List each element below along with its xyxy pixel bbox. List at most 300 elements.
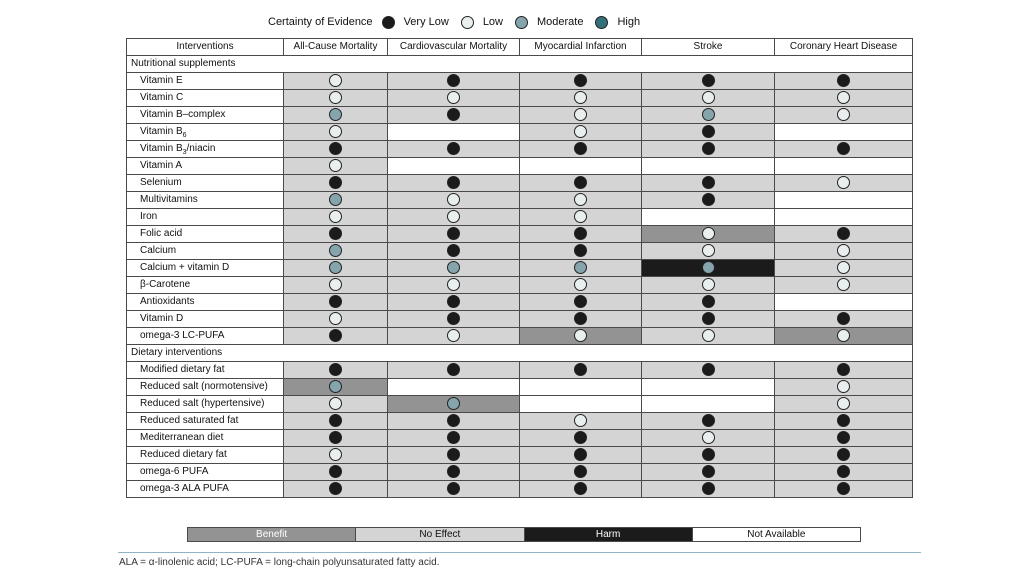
evidence-cell bbox=[520, 447, 642, 464]
certainty-dot bbox=[447, 193, 460, 206]
section-row bbox=[127, 56, 913, 73]
evidence-cell bbox=[284, 277, 388, 294]
evidence-cell bbox=[284, 158, 388, 175]
certainty-dot bbox=[574, 431, 587, 444]
certainty-dot bbox=[574, 295, 587, 308]
evidence-cell bbox=[520, 107, 642, 124]
certainty-dot bbox=[329, 380, 342, 393]
certainty-dot bbox=[702, 261, 715, 274]
intervention-name: omega-3 ALA PUFA bbox=[140, 483, 229, 494]
intervention-name: omega-3 LC-PUFA bbox=[140, 330, 225, 341]
certainty-dot bbox=[574, 363, 587, 376]
evidence-cell bbox=[520, 277, 642, 294]
certainty-dot bbox=[837, 261, 850, 274]
table-row bbox=[127, 328, 913, 345]
evidence-cell bbox=[775, 379, 913, 396]
intervention-label bbox=[127, 175, 284, 192]
certainty-dot bbox=[837, 227, 850, 240]
certainty-dot bbox=[447, 329, 460, 342]
effect-legend-no-effect: No Effect bbox=[356, 528, 524, 541]
certainty-dot bbox=[447, 210, 460, 223]
evidence-cell bbox=[388, 175, 520, 192]
intervention-name: Reduced saturated fat bbox=[140, 415, 239, 426]
evidence-cell bbox=[775, 90, 913, 107]
certainty-legend-label: Moderate bbox=[537, 16, 584, 28]
certainty-dot bbox=[329, 448, 342, 461]
table-row bbox=[127, 260, 913, 277]
evidence-cell bbox=[642, 107, 775, 124]
evidence-cell bbox=[284, 311, 388, 328]
certainty-dot bbox=[702, 244, 715, 257]
intervention-label bbox=[127, 311, 284, 328]
evidence-cell bbox=[775, 447, 913, 464]
certainty-dot bbox=[574, 74, 587, 87]
section-row bbox=[127, 345, 913, 362]
evidence-cell bbox=[520, 379, 642, 396]
certainty-dot bbox=[329, 431, 342, 444]
evidence-cell bbox=[775, 311, 913, 328]
evidence-cell bbox=[642, 294, 775, 311]
evidence-cell bbox=[775, 226, 913, 243]
certainty-dot bbox=[329, 465, 342, 478]
certainty-dot bbox=[329, 108, 342, 121]
certainty-dot bbox=[837, 380, 850, 393]
certainty-dot bbox=[447, 244, 460, 257]
evidence-cell bbox=[388, 107, 520, 124]
evidence-cell bbox=[775, 209, 913, 226]
evidence-cell bbox=[284, 413, 388, 430]
intervention-label bbox=[127, 107, 284, 124]
evidence-cell bbox=[520, 413, 642, 430]
evidence-cell bbox=[775, 277, 913, 294]
certainty-dot bbox=[329, 482, 342, 495]
certainty-dot bbox=[447, 397, 460, 410]
certainty-dot bbox=[702, 465, 715, 478]
effect-legend bbox=[187, 527, 861, 542]
certainty-dot bbox=[447, 448, 460, 461]
evidence-cell bbox=[642, 311, 775, 328]
evidence-cell bbox=[284, 481, 388, 498]
table-row bbox=[127, 481, 913, 498]
certainty-dot bbox=[574, 142, 587, 155]
evidence-cell bbox=[284, 362, 388, 379]
certainty-dot bbox=[837, 244, 850, 257]
certainty-dot bbox=[574, 210, 587, 223]
intervention-label bbox=[127, 328, 284, 345]
intervention-name: Vitamin B bbox=[140, 126, 183, 137]
evidence-cell bbox=[642, 192, 775, 209]
certainty-dot bbox=[837, 329, 850, 342]
certainty-dot bbox=[447, 142, 460, 155]
evidence-cell bbox=[520, 260, 642, 277]
evidence-cell bbox=[775, 481, 913, 498]
effect-legend-not-available: Not Available bbox=[693, 528, 860, 541]
evidence-cell bbox=[284, 124, 388, 141]
evidence-cell bbox=[775, 362, 913, 379]
certainty-dot bbox=[702, 414, 715, 427]
evidence-cell bbox=[642, 90, 775, 107]
evidence-cell bbox=[520, 73, 642, 90]
certainty-dot bbox=[837, 431, 850, 444]
certainty-low-dot bbox=[461, 16, 474, 29]
evidence-cell bbox=[388, 192, 520, 209]
certainty-dot bbox=[447, 465, 460, 478]
intervention-label bbox=[127, 294, 284, 311]
evidence-cell bbox=[520, 311, 642, 328]
evidence-cell bbox=[388, 209, 520, 226]
evidence-cell bbox=[520, 328, 642, 345]
certainty-dot bbox=[702, 278, 715, 291]
certainty-dot bbox=[329, 329, 342, 342]
table-header-row bbox=[127, 39, 913, 56]
evidence-cell bbox=[388, 413, 520, 430]
certainty-dot bbox=[702, 227, 715, 240]
intervention-suffix: /niacin bbox=[186, 143, 216, 154]
intervention-label bbox=[127, 73, 284, 90]
certainty-dot bbox=[702, 125, 715, 138]
certainty-dot bbox=[447, 312, 460, 325]
evidence-cell bbox=[642, 141, 775, 158]
evidence-cell bbox=[284, 379, 388, 396]
certainty-dot bbox=[447, 431, 460, 444]
certainty-dot bbox=[837, 91, 850, 104]
table-row bbox=[127, 107, 913, 124]
evidence-cell bbox=[642, 430, 775, 447]
certainty-dot bbox=[837, 397, 850, 410]
certainty-dot bbox=[329, 261, 342, 274]
evidence-cell bbox=[284, 447, 388, 464]
evidence-cell bbox=[520, 141, 642, 158]
evidence-cell bbox=[284, 107, 388, 124]
certainty-dot bbox=[574, 414, 587, 427]
certainty-dot bbox=[837, 278, 850, 291]
evidence-cell bbox=[642, 413, 775, 430]
certainty-dot bbox=[574, 312, 587, 325]
certainty-dot bbox=[447, 74, 460, 87]
certainty-dot bbox=[329, 312, 342, 325]
evidence-cell bbox=[775, 328, 913, 345]
evidence-cell bbox=[642, 158, 775, 175]
certainty-dot bbox=[702, 363, 715, 376]
intervention-label bbox=[127, 430, 284, 447]
section-title: Dietary interventions bbox=[127, 345, 913, 362]
certainty-dot bbox=[702, 176, 715, 189]
table-row bbox=[127, 277, 913, 294]
certainty-dot bbox=[329, 125, 342, 138]
evidence-cell bbox=[284, 192, 388, 209]
table-row bbox=[127, 175, 913, 192]
certainty-dot bbox=[702, 193, 715, 206]
evidence-cell bbox=[284, 141, 388, 158]
evidence-cell bbox=[775, 430, 913, 447]
certainty-dot bbox=[329, 227, 342, 240]
evidence-cell bbox=[642, 175, 775, 192]
certainty-dot bbox=[329, 414, 342, 427]
evidence-cell bbox=[775, 464, 913, 481]
evidence-cell bbox=[284, 73, 388, 90]
intervention-label bbox=[127, 90, 284, 107]
column-header: Myocardial Infarction bbox=[520, 39, 642, 56]
intervention-label bbox=[127, 209, 284, 226]
intervention-name: Iron bbox=[140, 211, 158, 222]
effect-legend-benefit: Benefit bbox=[188, 528, 356, 541]
evidence-cell bbox=[520, 209, 642, 226]
column-header: All-Cause Mortality bbox=[284, 39, 388, 56]
intervention-label bbox=[127, 243, 284, 260]
certainty-legend-item bbox=[461, 16, 503, 29]
evidence-cell bbox=[642, 362, 775, 379]
table-row bbox=[127, 158, 913, 175]
certainty-dot bbox=[702, 91, 715, 104]
certainty-dot bbox=[329, 176, 342, 189]
certainty-dot bbox=[447, 91, 460, 104]
evidence-cell bbox=[642, 226, 775, 243]
table-row bbox=[127, 124, 913, 141]
intervention-label bbox=[127, 362, 284, 379]
intervention-label bbox=[127, 464, 284, 481]
evidence-cell bbox=[284, 175, 388, 192]
intervention-name: Vitamin D bbox=[140, 313, 184, 324]
evidence-cell bbox=[388, 328, 520, 345]
evidence-cell bbox=[520, 158, 642, 175]
evidence-cell bbox=[284, 243, 388, 260]
evidence-cell bbox=[642, 328, 775, 345]
evidence-cell bbox=[642, 243, 775, 260]
evidence-cell bbox=[388, 447, 520, 464]
certainty-dot bbox=[702, 108, 715, 121]
certainty-dot bbox=[574, 125, 587, 138]
footnote-divider bbox=[118, 552, 921, 553]
certainty-dot bbox=[329, 397, 342, 410]
certainty-dot bbox=[329, 74, 342, 87]
intervention-label bbox=[127, 158, 284, 175]
column-header: Coronary Heart Disease bbox=[775, 39, 913, 56]
certainty-dot bbox=[574, 465, 587, 478]
certainty-dot bbox=[447, 176, 460, 189]
section-title: Nutritional supplements bbox=[127, 56, 913, 73]
evidence-cell bbox=[520, 192, 642, 209]
intervention-name: Reduced dietary fat bbox=[140, 449, 227, 460]
evidence-cell bbox=[775, 192, 913, 209]
certainty-dot bbox=[574, 227, 587, 240]
certainty-legend-label: Low bbox=[482, 16, 503, 28]
intervention-name: omega-6 PUFA bbox=[140, 466, 209, 477]
table-row bbox=[127, 243, 913, 260]
evidence-cell bbox=[520, 464, 642, 481]
table-row bbox=[127, 294, 913, 311]
evidence-cell bbox=[388, 362, 520, 379]
certainty-dot bbox=[837, 74, 850, 87]
evidence-cell bbox=[520, 481, 642, 498]
intervention-name: Selenium bbox=[140, 177, 182, 188]
certainty-dot bbox=[574, 261, 587, 274]
evidence-cell bbox=[775, 124, 913, 141]
evidence-cell bbox=[642, 396, 775, 413]
intervention-label bbox=[127, 447, 284, 464]
evidence-cell bbox=[388, 243, 520, 260]
intervention-label bbox=[127, 481, 284, 498]
evidence-cell bbox=[642, 379, 775, 396]
certainty-dot bbox=[702, 142, 715, 155]
evidence-cell bbox=[775, 141, 913, 158]
evidence-cell bbox=[388, 294, 520, 311]
evidence-cell bbox=[520, 430, 642, 447]
certainty-legend-item bbox=[382, 16, 449, 29]
evidence-cell bbox=[520, 294, 642, 311]
evidence-cell bbox=[520, 124, 642, 141]
intervention-name: Vitamin E bbox=[140, 75, 183, 86]
intervention-subscript: 6 bbox=[182, 132, 187, 139]
evidence-cell bbox=[388, 158, 520, 175]
certainty-dot bbox=[329, 159, 342, 172]
certainty-legend bbox=[268, 13, 652, 31]
intervention-name: Reduced salt (hypertensive) bbox=[140, 398, 265, 409]
certainty-dot bbox=[447, 295, 460, 308]
table-row bbox=[127, 311, 913, 328]
certainty-dot bbox=[702, 431, 715, 444]
evidence-cell bbox=[284, 90, 388, 107]
table-row bbox=[127, 226, 913, 243]
certainty-dot bbox=[837, 176, 850, 189]
table-row bbox=[127, 141, 913, 158]
table-row bbox=[127, 379, 913, 396]
certainty-dot bbox=[837, 108, 850, 121]
evidence-cell bbox=[642, 124, 775, 141]
certainty-dot bbox=[702, 329, 715, 342]
intervention-name: Multivitamins bbox=[140, 194, 198, 205]
evidence-cell bbox=[388, 73, 520, 90]
evidence-cell bbox=[775, 158, 913, 175]
intervention-name: Folic acid bbox=[140, 228, 183, 239]
evidence-cell bbox=[284, 328, 388, 345]
evidence-cell bbox=[520, 243, 642, 260]
certainty-dot bbox=[837, 363, 850, 376]
evidence-cell bbox=[284, 396, 388, 413]
evidence-cell bbox=[284, 464, 388, 481]
intervention-label bbox=[127, 396, 284, 413]
evidence-cell bbox=[284, 430, 388, 447]
evidence-cell bbox=[642, 209, 775, 226]
table-row bbox=[127, 362, 913, 379]
evidence-cell bbox=[388, 481, 520, 498]
certainty-very-low-dot bbox=[382, 16, 395, 29]
evidence-cell bbox=[388, 260, 520, 277]
certainty-legend-label: Very Low bbox=[403, 16, 449, 28]
certainty-dot bbox=[837, 414, 850, 427]
column-header: Stroke bbox=[642, 39, 775, 56]
certainty-dot bbox=[702, 74, 715, 87]
certainty-dot bbox=[837, 448, 850, 461]
intervention-name: Vitamin B bbox=[140, 143, 183, 154]
evidence-cell bbox=[284, 226, 388, 243]
evidence-cell bbox=[520, 175, 642, 192]
evidence-cell bbox=[642, 464, 775, 481]
evidence-cell bbox=[642, 277, 775, 294]
evidence-cell bbox=[388, 464, 520, 481]
certainty-dot bbox=[574, 244, 587, 257]
certainty-dot bbox=[574, 278, 587, 291]
evidence-table bbox=[126, 38, 913, 498]
intervention-name: Vitamin C bbox=[140, 92, 184, 103]
intervention-name: Calcium + vitamin D bbox=[140, 262, 230, 273]
certainty-dot bbox=[702, 312, 715, 325]
evidence-cell bbox=[388, 226, 520, 243]
intervention-name: Mediterranean diet bbox=[140, 432, 224, 443]
intervention-name: Calcium bbox=[140, 245, 177, 256]
intervention-label bbox=[127, 226, 284, 243]
certainty-dot bbox=[702, 295, 715, 308]
intervention-name: Vitamin B–complex bbox=[140, 109, 226, 120]
evidence-cell bbox=[520, 396, 642, 413]
intervention-name: β-Carotene bbox=[140, 279, 191, 290]
table-row bbox=[127, 209, 913, 226]
table-row bbox=[127, 447, 913, 464]
intervention-label bbox=[127, 141, 284, 158]
evidence-cell bbox=[388, 277, 520, 294]
evidence-cell bbox=[284, 209, 388, 226]
evidence-cell bbox=[388, 379, 520, 396]
evidence-cell bbox=[388, 90, 520, 107]
certainty-dot bbox=[329, 278, 342, 291]
intervention-label bbox=[127, 379, 284, 396]
certainty-dot bbox=[574, 193, 587, 206]
certainty-dot bbox=[837, 482, 850, 495]
intervention-subscript: 3 bbox=[182, 149, 187, 156]
certainty-dot bbox=[574, 448, 587, 461]
evidence-cell bbox=[642, 73, 775, 90]
intervention-label bbox=[127, 260, 284, 277]
certainty-dot bbox=[329, 244, 342, 257]
certainty-dot bbox=[702, 482, 715, 495]
evidence-cell bbox=[642, 447, 775, 464]
certainty-dot bbox=[447, 363, 460, 376]
evidence-cell bbox=[775, 413, 913, 430]
evidence-cell bbox=[520, 90, 642, 107]
certainty-dot bbox=[837, 312, 850, 325]
evidence-cell bbox=[284, 260, 388, 277]
column-header: Cardiovascular Mortality bbox=[388, 39, 520, 56]
column-header: Interventions bbox=[127, 39, 284, 56]
certainty-dot bbox=[329, 193, 342, 206]
evidence-cell bbox=[388, 430, 520, 447]
certainty-dot bbox=[329, 295, 342, 308]
evidence-cell bbox=[388, 124, 520, 141]
evidence-cell bbox=[388, 311, 520, 328]
certainty-dot bbox=[329, 210, 342, 223]
evidence-cell bbox=[775, 294, 913, 311]
certainty-dot bbox=[329, 363, 342, 376]
evidence-cell bbox=[520, 226, 642, 243]
table-row bbox=[127, 413, 913, 430]
evidence-cell bbox=[775, 260, 913, 277]
footnote: ALA = α-linolenic acid; LC-PUFA = long-chain polyunsaturated fatty acid. bbox=[119, 557, 440, 568]
certainty-legend-item bbox=[595, 16, 640, 29]
evidence-cell bbox=[388, 141, 520, 158]
table-row bbox=[127, 73, 913, 90]
evidence-cell bbox=[388, 396, 520, 413]
table-row bbox=[127, 90, 913, 107]
intervention-name: Antioxidants bbox=[140, 296, 195, 307]
evidence-cell bbox=[284, 294, 388, 311]
certainty-legend-title: Certainty of Evidence bbox=[268, 16, 373, 28]
intervention-name: Vitamin A bbox=[140, 160, 183, 171]
table-row bbox=[127, 430, 913, 447]
certainty-dot bbox=[447, 227, 460, 240]
certainty-legend-label: High bbox=[617, 16, 641, 28]
evidence-cell bbox=[775, 396, 913, 413]
certainty-high-dot bbox=[595, 16, 608, 29]
certainty-dot bbox=[447, 278, 460, 291]
